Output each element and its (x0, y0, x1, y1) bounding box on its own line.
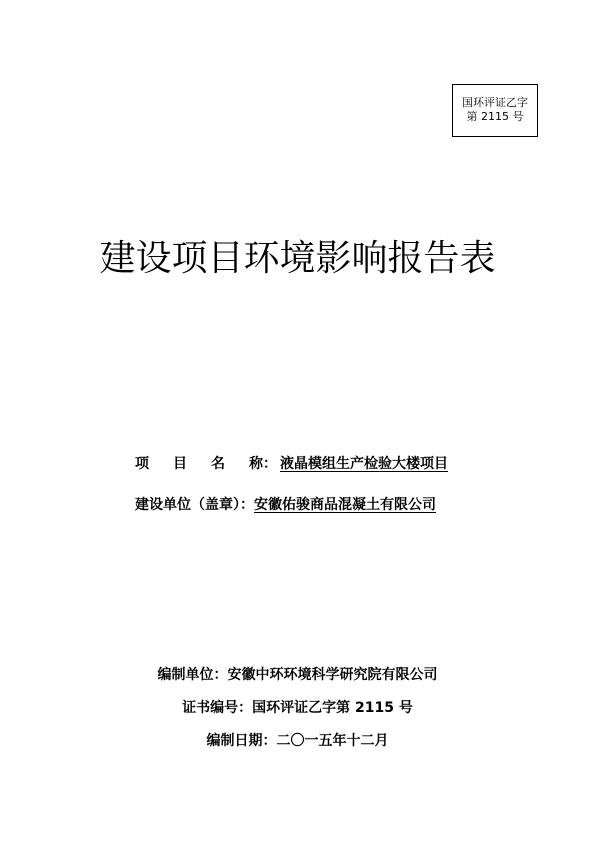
project-label-char-1: 项 (135, 456, 149, 472)
project-label-char-3: 名 (211, 456, 225, 472)
project-name-row (135, 454, 448, 474)
project-label-char-2: 目 (173, 456, 187, 472)
document-title: 建设项目环境影响报告表 (99, 238, 496, 279)
project-name-label (135, 454, 280, 474)
project-name-value: 液晶模组生产检验大楼项目 (280, 456, 448, 472)
certificate-box-line-1: 国环评证乙字 (462, 96, 528, 109)
construction-unit-row (135, 495, 436, 515)
certificate-box-line-2: 第 2115 号 (466, 110, 524, 123)
project-label-char-4: 称： (249, 456, 277, 472)
compiling-date: 编制日期：二〇一五年十二月 (206, 733, 389, 749)
certificate-stamp-box (452, 84, 538, 137)
construction-unit-value: 安徽佑骏商品混凝土有限公司 (254, 497, 436, 513)
certificate-number: 证书编号：国环评证乙字第 2115 号 (182, 700, 413, 716)
compiling-unit: 编制单位：安徽中环环境科学研究院有限公司 (157, 667, 438, 683)
construction-unit-label: 建设单位（盖章）： (135, 497, 254, 513)
